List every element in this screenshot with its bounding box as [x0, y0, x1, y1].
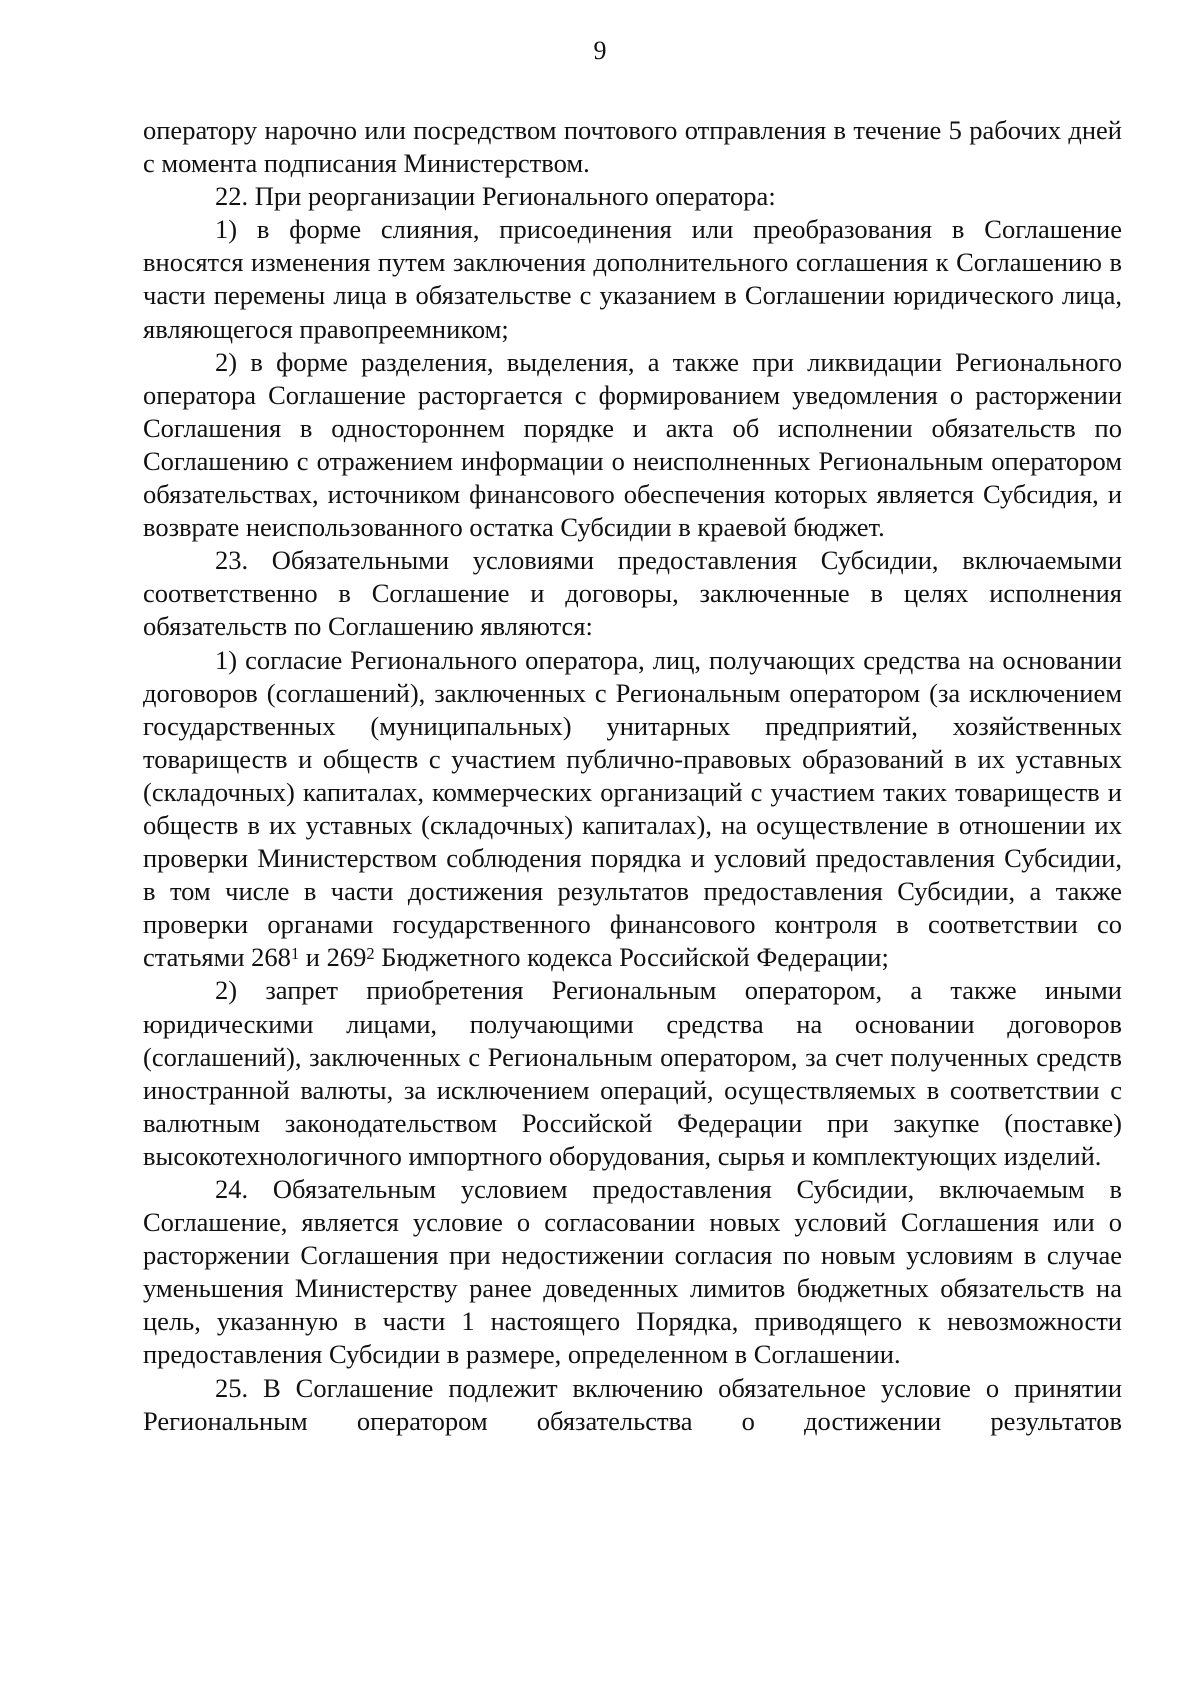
page-number: 9	[593, 36, 607, 65]
document-body	[143, 114, 1122, 1438]
paragraph-22: 22. При реорганизации Регионального оператора:	[215, 181, 776, 212]
paragraph-23-item-2: 2) запрет приобретения Региональным оператором, а также иными юридическими лицами, получающими средства на основании договоров (соглашений), заключенных с Региональным оператором, за счет полученных средств иностранной валюты, за исключением операций, осуществляемых в соответствии с валютным законодательством Российской Федерации при закупке (поставке) высокотехнологичного импортного оборудования, сырья и комплектующих изделий.	[143, 975, 1122, 1171]
paragraph-23-item-1-text-b: и 269	[299, 942, 367, 973]
paragraph-23-item-1-text-c: Бюджетного кодекса Российской Федерации;	[374, 942, 889, 973]
paragraph-23: 23. Обязательными условиями предоставления Субсидии, включаемыми соответственно в Соглашение и договоры, заключенные в целях исполнения обязательств по Соглашению являются:	[143, 545, 1122, 642]
superscript-2: 2	[366, 943, 375, 963]
superscript-1: 1	[290, 943, 300, 963]
paragraph-24: 24. Обязательным условием предоставления Субсидии, включаемым в Соглашение, является условие о согласовании новых условий Соглашения или о расторжении Соглашения при недостижении согласия по новым условиям в случае уменьшения Министерству ранее доведенных лимитов бюджетных обязательств на цель, указанную в части 1 настоящего Порядка, приводящего к невозможности предоставления Субсидии в размере, определенном в Соглашении.	[143, 1174, 1122, 1370]
paragraph-22-item-2: 2) в форме разделения, выделения, а также при ликвидации Регионального оператора Соглашение расторгается с формированием уведомления о расторжении Соглашения в одностороннем порядке и акта об исполнении обязательств по Соглашению с отражением информации о неисполненных Региональным оператором обязательствах, источником финансового обеспечения которых является Субсидия, и возврате неиспользованного остатка Субсидии в краевой бюджет.	[143, 346, 1122, 543]
paragraph-25: 25. В Соглашение подлежит включению обязательное условие о принятии Региональным оператором обязательства о достижении результатов	[143, 1372, 1122, 1436]
paragraph-continuation: оператору нарочно или посредством почтового отправления в течение 5 рабочих дней с момента подписания Министерством.	[143, 115, 1122, 179]
paragraph-23-item-1-text-a: 1) согласие Регионального оператора, лиц, получающих средства на основании договоров (соглашений), заключенных с Региональным оператором (за исключением государственных (муниципальных) унитарных предприятий, хозяйственных товариществ и обществ с участием публично-правовых образований в их уставных (складочных) капиталах, коммерческих организаций с участием таких товариществ и обществ в их уставных (складочных) капиталах), на осуществление в отношении их проверки Министерством соблюдения порядка и условий предоставления Субсидии, в том числе в части достижения результатов предоставления Субсидии, а также проверки органами государственного финансового контроля в соответствии со статьями 268	[143, 644, 1122, 973]
paragraph-22-item-1: 1) в форме слияния, присоединения или преобразования в Соглашение вносятся изменения путем заключения дополнительного соглашения к Соглашению в части перемены лица в обязательстве с указанием в Соглашении юридического лица, являющегося правопреемником;	[143, 214, 1122, 344]
paragraph-23-item-1	[143, 644, 1122, 975]
